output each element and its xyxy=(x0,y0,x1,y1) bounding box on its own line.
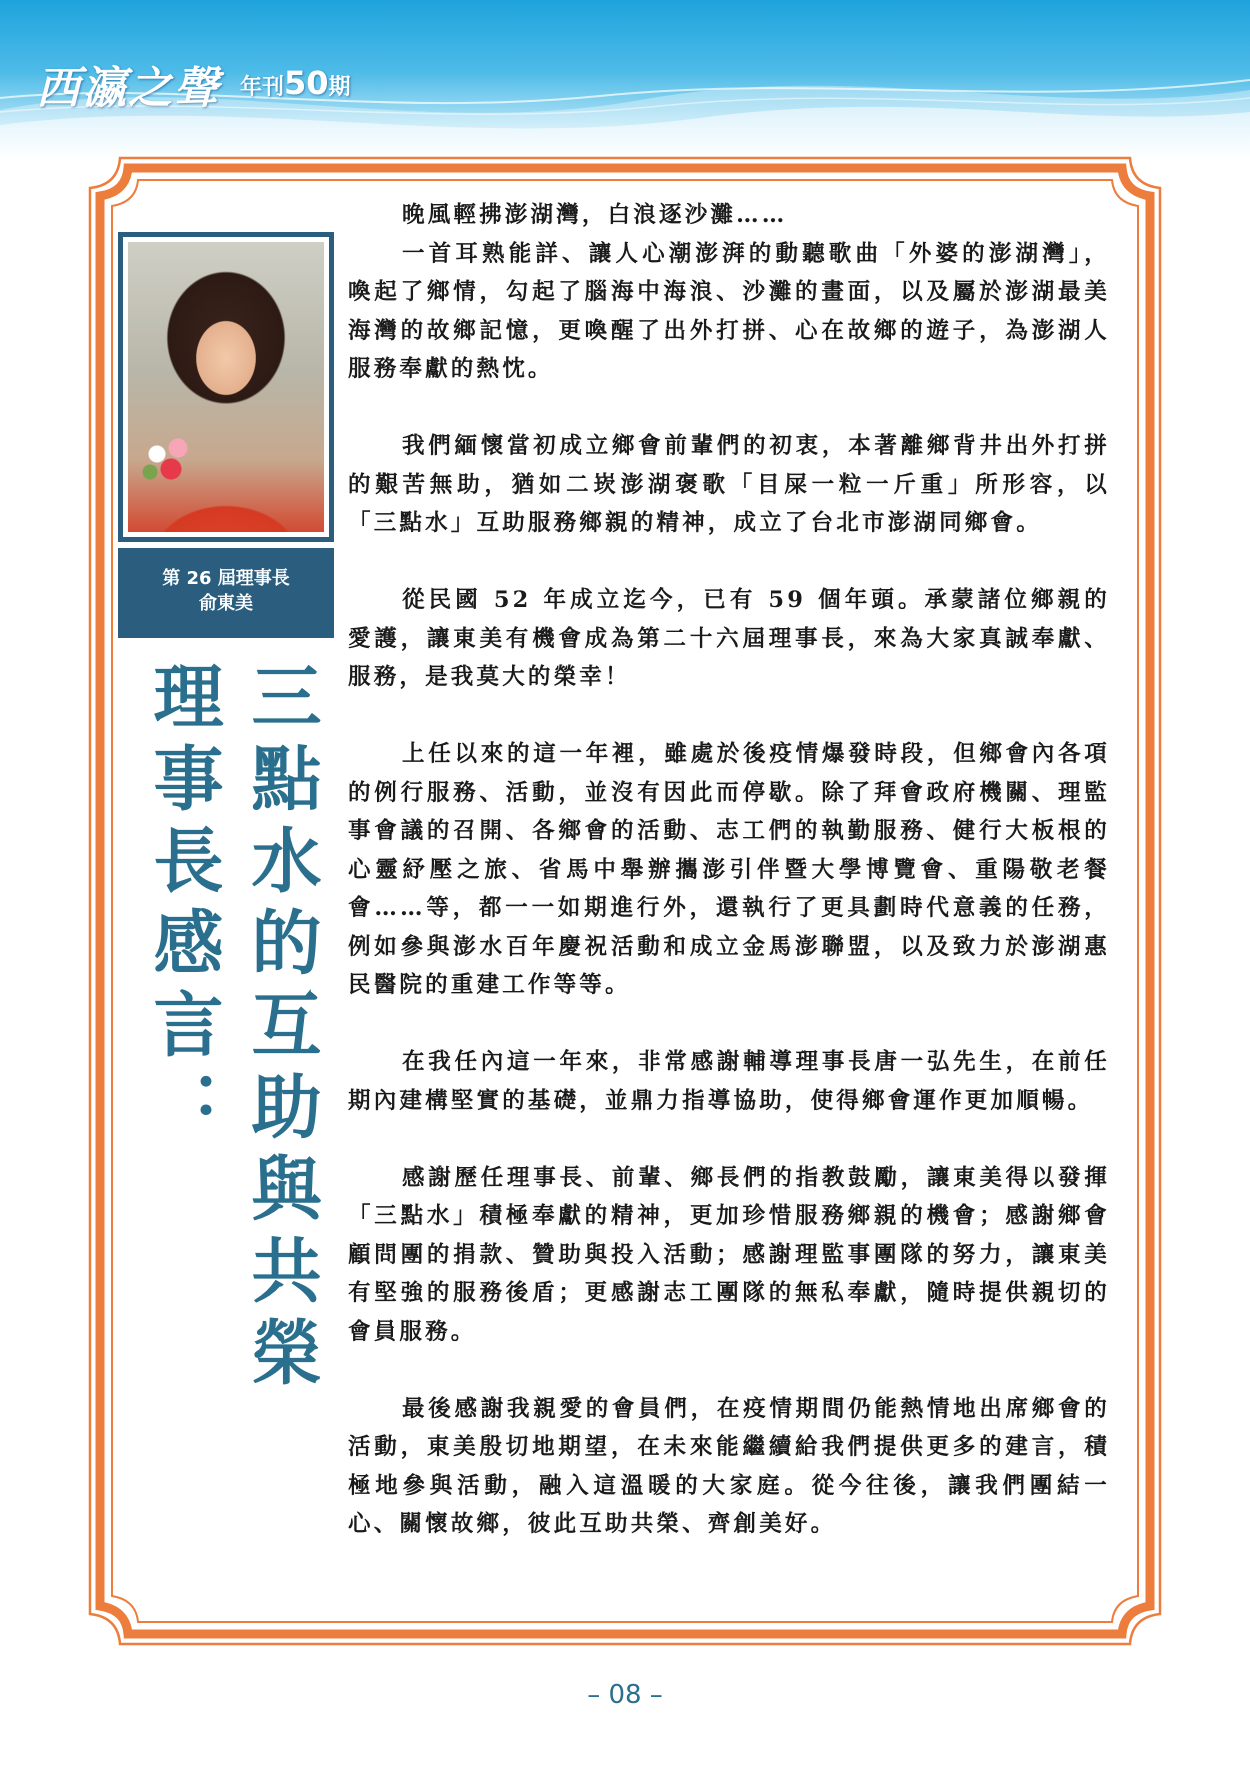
corsage-decoration xyxy=(136,430,206,490)
page-number: – 08 – xyxy=(587,1680,663,1710)
issue-suffix: 期 xyxy=(328,75,351,100)
paragraph-1: 晚風輕拂澎湖灣，白浪逐沙灘…… xyxy=(402,202,788,228)
caption-title: 第 26 屆理事長 xyxy=(162,568,290,589)
paragraph-5: 上任以來的這一年裡，雖處於後疫情爆發時段，但鄉會內各項的例行服務、活動，並沒有因此而停歇。除了拜會政府機關、理監事會議的召開、各鄉會的活動、志工們的執勤服務、健行大板根的心靈紓壓之旅、省馬中舉辦攜澎引伴暨大學博覽會、重陽敬老餐會……等，都一一如期進行外，還執行了更具劃時代意義的任務，例如參與澎水百年慶祝活動和成立金馬澎聯盟，以及致力於澎湖惠民醫院的重建工作等等。 xyxy=(348,741,1110,998)
article-title: 三點水的互助與共榮 xyxy=(240,660,323,1398)
issue-prefix: 年刊 xyxy=(240,75,285,100)
paragraph-2: 一首耳熟能詳、讓人心潮澎湃的動聽歌曲「外婆的澎湖灣」，喚起了鄉情，勾起了腦海中海浪、沙灘的畫面，以及屬於澎湖最美海灣的故鄉記憶，更喚醒了出外打拼、心在故鄉的遊子，為澎湖人服務奉獻的熱忱。 xyxy=(348,240,1110,382)
article-body xyxy=(348,196,1110,1582)
article-kicker: 理事長感言： xyxy=(142,660,225,1152)
paragraph-3: 我們緬懷當初成立鄉會前輩們的初衷，本著離鄉背井出外打拼的艱苦無助，猶如二崁澎湖褒歌「目屎一粒一斤重」所形容，以「三點水」互助服務鄉親的精神，成立了台北市澎湖同鄉會。 xyxy=(348,433,1110,536)
caption-name: 俞東美 xyxy=(199,593,253,614)
portrait-caption xyxy=(118,548,334,638)
paragraph-6: 在我任內這一年來，非常感謝輔導理事長唐一弘先生，在前任期內建構堅實的基礎，並鼎力指導協助，使得鄉會運作更加順暢。 xyxy=(348,1049,1110,1114)
issue-number: 50 xyxy=(284,64,329,102)
paragraph-4: 從民國 52 年成立迄今，已有 59 個年頭。承蒙諸位鄉親的愛護，讓東美有機會成為第二十六屆理事長，來為大家真誠奉獻、服務，是我莫大的榮幸！ xyxy=(348,587,1110,690)
paragraph-7: 感謝歷任理事長、前輩、鄉長們的指教鼓勵，讓東美得以發揮「三點水」積極奉獻的精神，更加珍惜服務鄉親的機會；感謝鄉會顧問團的捐款、贊助與投入活動；感謝理監事團隊的努力，讓東美有堅強的服務後盾；更感謝志工團隊的無私奉獻，隨時提供親切的會員服務。 xyxy=(348,1164,1110,1345)
magazine-title: 西瀛之聲 xyxy=(36,63,220,114)
paragraph-8: 最後感謝我親愛的會員們，在疫情期間仍能熱情地出席鄉會的活動，東美殷切地期望，在未來能繼續給我們提供更多的建言，積極地參與活動，融入這溫暖的大家庭。從今往後，讓我們團結一心、關懷故鄉，彼此互助共榮、齊創美好。 xyxy=(348,1395,1110,1537)
portrait-photo xyxy=(128,242,324,532)
portrait-frame xyxy=(118,232,334,542)
